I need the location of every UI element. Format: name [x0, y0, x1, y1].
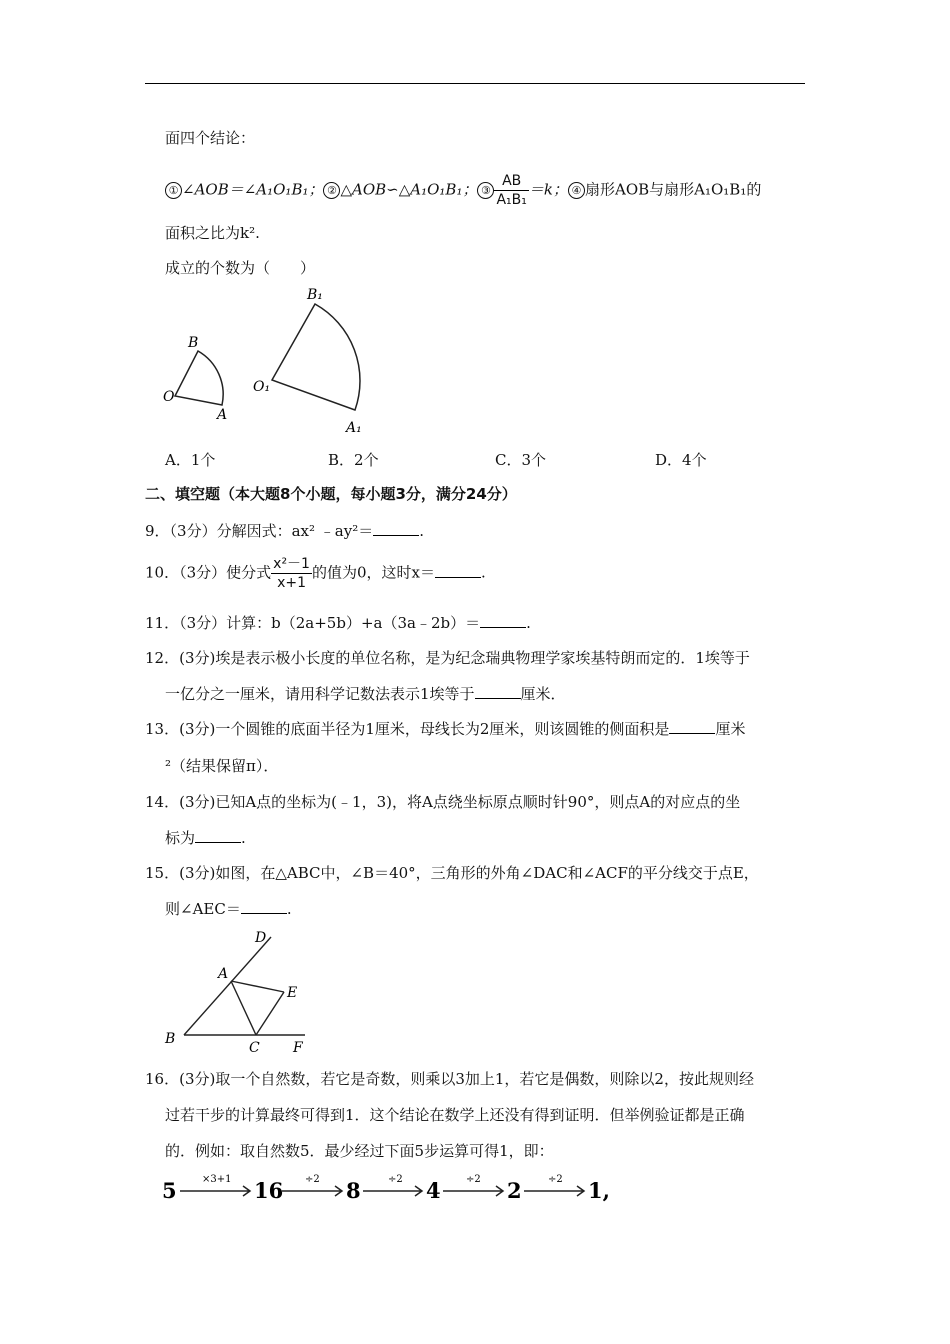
c3-number: ③	[477, 182, 494, 199]
c3-frac-denominator: A₁B₁	[496, 192, 527, 208]
label-B1: B₁	[307, 287, 323, 303]
section-2-title: 二、填空题（本大题8个小题，每小题3分，满分24分）	[145, 485, 517, 503]
label-A: A	[217, 407, 228, 423]
question-12-line-2	[165, 684, 566, 704]
c4-text: 扇形AOB与扇形A₁O₁B₁的	[584, 180, 762, 199]
question-16-line-1	[145, 1069, 754, 1089]
q11-score: （3分）	[179, 614, 227, 632]
large-sector	[253, 287, 362, 436]
q14-line2: 标为	[165, 829, 196, 847]
label-B: B	[165, 1031, 176, 1047]
option-c-text: 3个	[521, 451, 547, 469]
question-9	[145, 521, 424, 541]
option-c-letter: C．	[495, 451, 522, 469]
c4-continuation: 面积之比为k².	[165, 224, 260, 242]
question-15-line-1	[145, 863, 759, 883]
q9-number: 9．	[145, 522, 170, 540]
label-E: E	[287, 985, 298, 1001]
option-a[interactable]	[165, 450, 215, 470]
question-10	[145, 555, 486, 592]
line-AC	[231, 981, 256, 1035]
label-B: B	[188, 335, 199, 351]
line-CE	[256, 992, 284, 1035]
question-8-prompt: 成立的个数为（ ）	[165, 259, 316, 277]
q10-answer-blank[interactable]	[435, 563, 481, 578]
chain-arrow-4	[524, 1186, 584, 1196]
option-d-text: 4个	[682, 451, 707, 469]
q10-number: 10．	[145, 563, 180, 582]
question-16-line-2: 过若干步的计算最终可得到1．这个结论在数学上还没有得到证明．但举例验证都是正确	[165, 1106, 745, 1124]
c2-text: △AOB∽△A₁O₁B₁；	[340, 180, 478, 199]
q12-line2: 一亿分之一厘米，请用科学记数法表示1埃等于	[165, 685, 475, 703]
q12-number: 12．	[145, 649, 180, 667]
label-O: O	[163, 389, 175, 405]
triangle-figure	[160, 925, 330, 1060]
q15-answer-blank[interactable]	[241, 899, 287, 914]
option-d-letter: D．	[655, 451, 683, 469]
chain-op-0: ×3+1	[202, 1174, 232, 1185]
q16-line1: 取一个自然数，若它是奇数，则乘以3加上1，若它是偶数，则除以2，按此规则经	[215, 1070, 754, 1088]
c1-number: ①	[165, 182, 182, 199]
question-14-line-2	[165, 828, 246, 848]
q14-answer-blank[interactable]	[195, 828, 241, 843]
chain-op-4: ÷2	[548, 1174, 563, 1185]
c3-fraction	[494, 172, 528, 209]
q11-tail: .	[526, 614, 531, 632]
q14-number: 14．	[145, 793, 180, 811]
c3-tail: ＝k；	[528, 180, 568, 199]
operation-chain	[160, 1168, 620, 1204]
q12-answer-blank[interactable]	[475, 684, 521, 699]
label-F: F	[293, 1040, 303, 1056]
label-O1: O₁	[253, 379, 271, 395]
option-b-text: 2个	[354, 451, 379, 469]
q9-score: （3分）	[169, 522, 217, 540]
question-16-line-3: 的．例如：取自然数5．最少经过下面5步运算可得1，即：	[165, 1142, 554, 1160]
q11-answer-blank[interactable]	[480, 613, 526, 628]
q15-tail: .	[286, 900, 292, 918]
q15-line2: 则∠AEC＝	[165, 900, 241, 918]
c1-text: ∠AOB＝∠A₁O₁B₁；	[182, 180, 324, 199]
large-sector-shape	[272, 304, 360, 410]
q13-score: (3分)	[179, 720, 216, 738]
q16-score: (3分)	[179, 1070, 216, 1088]
chain-arrow-0	[180, 1186, 250, 1196]
question-12-line-1	[145, 648, 750, 668]
chain-arrow-1	[282, 1186, 342, 1196]
small-sector-shape	[175, 351, 223, 405]
q12-score: (3分)	[179, 649, 216, 667]
q10-frac-numerator: x²－1	[273, 556, 310, 572]
label-A1: A₁	[346, 420, 362, 436]
option-a-text: 1个	[190, 451, 216, 469]
chain-value-4: 2	[507, 1178, 522, 1203]
q14-tail: .	[241, 829, 246, 847]
q14-score: (3分)	[179, 793, 216, 811]
label-A: A	[218, 966, 229, 982]
chain-arrow-2	[363, 1186, 422, 1196]
q9-tail: .	[419, 522, 424, 540]
q14-line1: 已知A点的坐标为(﹣1，3)，将A点绕坐标原点顺时针90°，则点A的对应点的坐	[215, 793, 741, 811]
sector-figure	[155, 280, 385, 440]
chain-op-1: ÷2	[305, 1174, 320, 1185]
chain-value-1: 16	[254, 1178, 284, 1203]
question-14-line-1	[145, 792, 740, 812]
q15-line1: 如图，在△ABC中，∠B＝40°，三角形的外角∠DAC和∠ACF的平分线交于点E，	[215, 864, 759, 882]
chain-arrow-3	[443, 1186, 503, 1196]
c2-number: ②	[323, 182, 340, 199]
c4-number: ④	[568, 182, 585, 199]
question-13-line-1	[145, 719, 745, 739]
q10-frac-denominator: x+1	[277, 575, 307, 591]
option-b[interactable]	[328, 450, 379, 470]
q9-answer-blank[interactable]	[373, 521, 419, 536]
q15-score: (3分)	[179, 864, 216, 882]
chain-value-5: 1,	[588, 1178, 610, 1203]
q13-line1: 一个圆锥的底面半径为1厘米，母线长为2厘米，则该圆锥的侧面积是	[215, 720, 670, 738]
q11-text: 计算：b（2a+5b）+a（3a﹣2b）＝	[226, 614, 481, 632]
option-d[interactable]	[655, 450, 707, 470]
chain-op-2: ÷2	[388, 1174, 403, 1185]
q13-tail1: 厘米	[715, 720, 746, 738]
question-15-line-2	[165, 899, 292, 919]
small-sector	[163, 335, 227, 423]
q16-number: 16．	[145, 1070, 180, 1088]
q9-text: 分解因式：ax² ﹣ay²＝	[216, 522, 374, 540]
label-D: D	[255, 930, 267, 946]
q10-post: 的值为0，这时x＝	[311, 563, 435, 582]
option-c[interactable]	[495, 450, 546, 470]
q10-tail: .	[480, 563, 486, 582]
line-AE	[231, 981, 284, 992]
q10-pre: 使分式	[226, 563, 272, 582]
q10-fraction	[271, 555, 312, 592]
q13-answer-blank[interactable]	[669, 719, 715, 734]
q11-number: 11．	[145, 614, 180, 632]
q10-score: （3分）	[179, 563, 227, 582]
q15-number: 15．	[145, 864, 180, 882]
chain-value-2: 8	[346, 1178, 361, 1203]
chain-value-3: 4	[426, 1178, 441, 1203]
question-13-line-2: ²（结果保留π）．	[165, 757, 279, 775]
label-C: C	[249, 1040, 260, 1056]
intro-lead: 面四个结论：	[165, 129, 256, 147]
c3-frac-numerator: AB	[494, 172, 528, 191]
chain-value-0: 5	[162, 1178, 177, 1203]
question-11	[145, 613, 531, 633]
option-b-letter: B．	[328, 451, 355, 469]
option-a-letter: A．	[165, 451, 191, 469]
header-rule	[145, 83, 805, 84]
conclusions-line	[165, 172, 761, 209]
chain-op-3: ÷2	[466, 1174, 481, 1185]
q12-line1: 埃是表示极小长度的单位名称，是为纪念瑞典物理学家埃基特朗而定的．1埃等于	[215, 649, 750, 667]
q13-number: 13．	[145, 720, 180, 738]
q12-tail: 厘米．	[520, 685, 566, 703]
